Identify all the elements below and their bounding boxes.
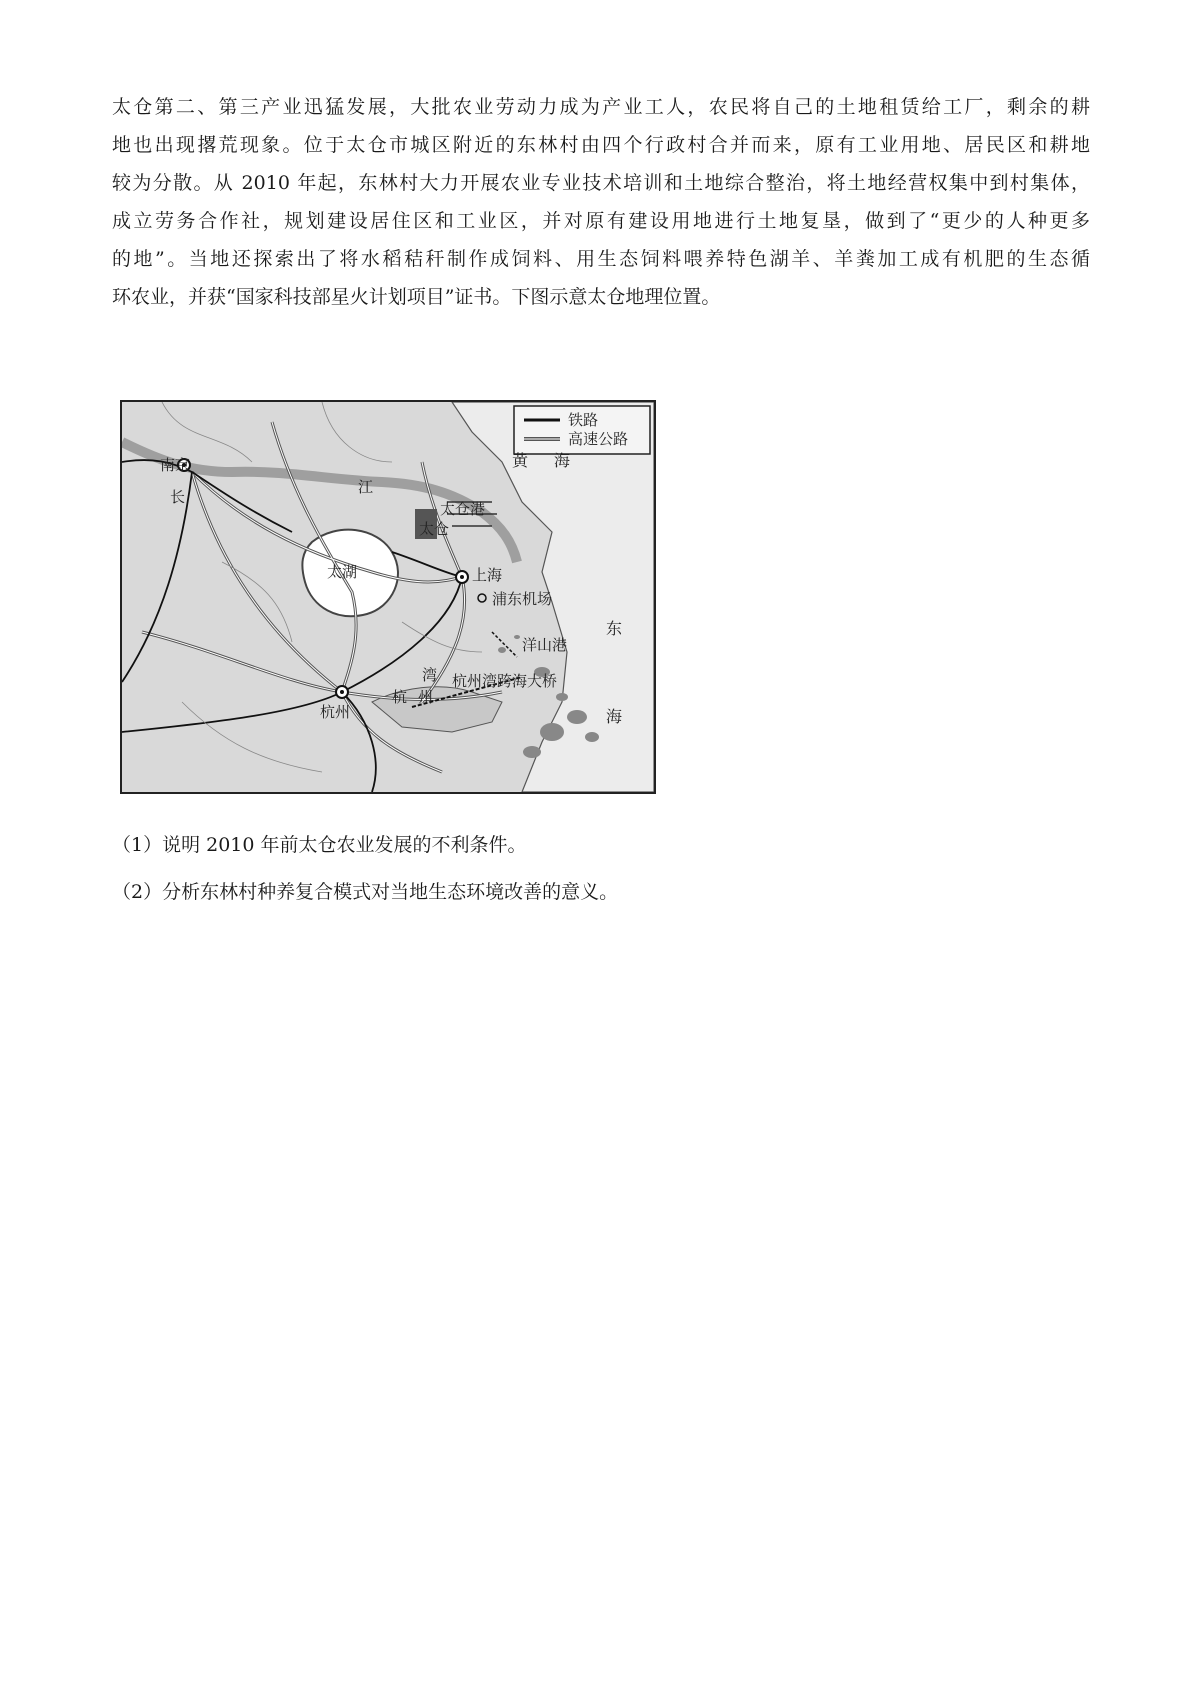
label-bay-bridge: 杭州湾跨海大桥 (452, 672, 558, 690)
paragraph-line: 太仓第二、第三产业迅猛发展，大批农业劳动力成为产业工人，农民将自己的土地租赁给工厂，剩余的耕 (112, 96, 1090, 118)
label-pudong-airport: 浦东机场 (492, 590, 553, 608)
city-shanghai (456, 571, 468, 583)
label-huanghai-1: 黄 (512, 451, 529, 470)
label-hangzhouwan-3: 湾 (422, 666, 438, 684)
label-jiang: 江 (358, 478, 374, 496)
label-huanghai-2: 海 (554, 451, 571, 470)
intro-paragraph (112, 88, 1090, 316)
label-shanghai: 上海 (472, 566, 503, 584)
label-nanjing: 南京 (160, 456, 191, 474)
label-hangzhou: 杭州 (320, 703, 351, 721)
yangshan-link (492, 632, 517, 657)
label-hangzhouwan-2: 州 (418, 688, 434, 706)
airport-icon (478, 594, 486, 602)
map-legend (514, 406, 650, 454)
label-hai: 海 (606, 707, 623, 726)
question-2: （2）分析东林村种养复合模式对当地生态环境改善的意义。 (112, 881, 619, 903)
paragraph-line: 地也出现撂荒现象。位于太仓市城区附近的东林村由四个行政村合并而来，原有工业用地、居民区和耕地 (112, 134, 1090, 156)
label-dong: 东 (606, 619, 623, 638)
paragraph-line: 环农业，并获“国家科技部星火计划项目”证书。下图示意太仓地理位置。 (112, 286, 721, 308)
legend-railway-label: 铁路 (568, 411, 599, 429)
label-taicang: 太仓 (419, 520, 450, 538)
railways (122, 460, 462, 792)
label-hangzhouwan-1: 杭 (392, 688, 408, 706)
taicang-location-map (120, 400, 656, 794)
label-chang: 长 (170, 488, 186, 506)
paragraph-line: 的地”。当地还探索出了将水稻秸秆制作成饲料、用生态饲料喂养特色湖羊、羊粪加工成有机肥的生态循 (112, 248, 1090, 270)
paragraph-line: 成立劳务合作社，规划建设居住区和工业区，并对原有建设用地进行土地复垦，做到了“更少的人种更多 (112, 210, 1090, 232)
label-taihu: 太湖 (327, 563, 358, 581)
label-taicanggang: 太仓港 (440, 500, 486, 518)
label-yangshan: 洋山港 (522, 636, 568, 654)
legend-expressway-label: 高速公路 (568, 430, 629, 448)
paragraph-line: 较为分散。从 2010 年起，东林村大力开展农业专业技术培训和土地综合整治，将土地经营权集中到村集体， (112, 172, 1090, 194)
question-1: （1）说明 2010 年前太仓农业发展的不利条件。 (112, 834, 527, 856)
city-hangzhou (336, 686, 348, 698)
